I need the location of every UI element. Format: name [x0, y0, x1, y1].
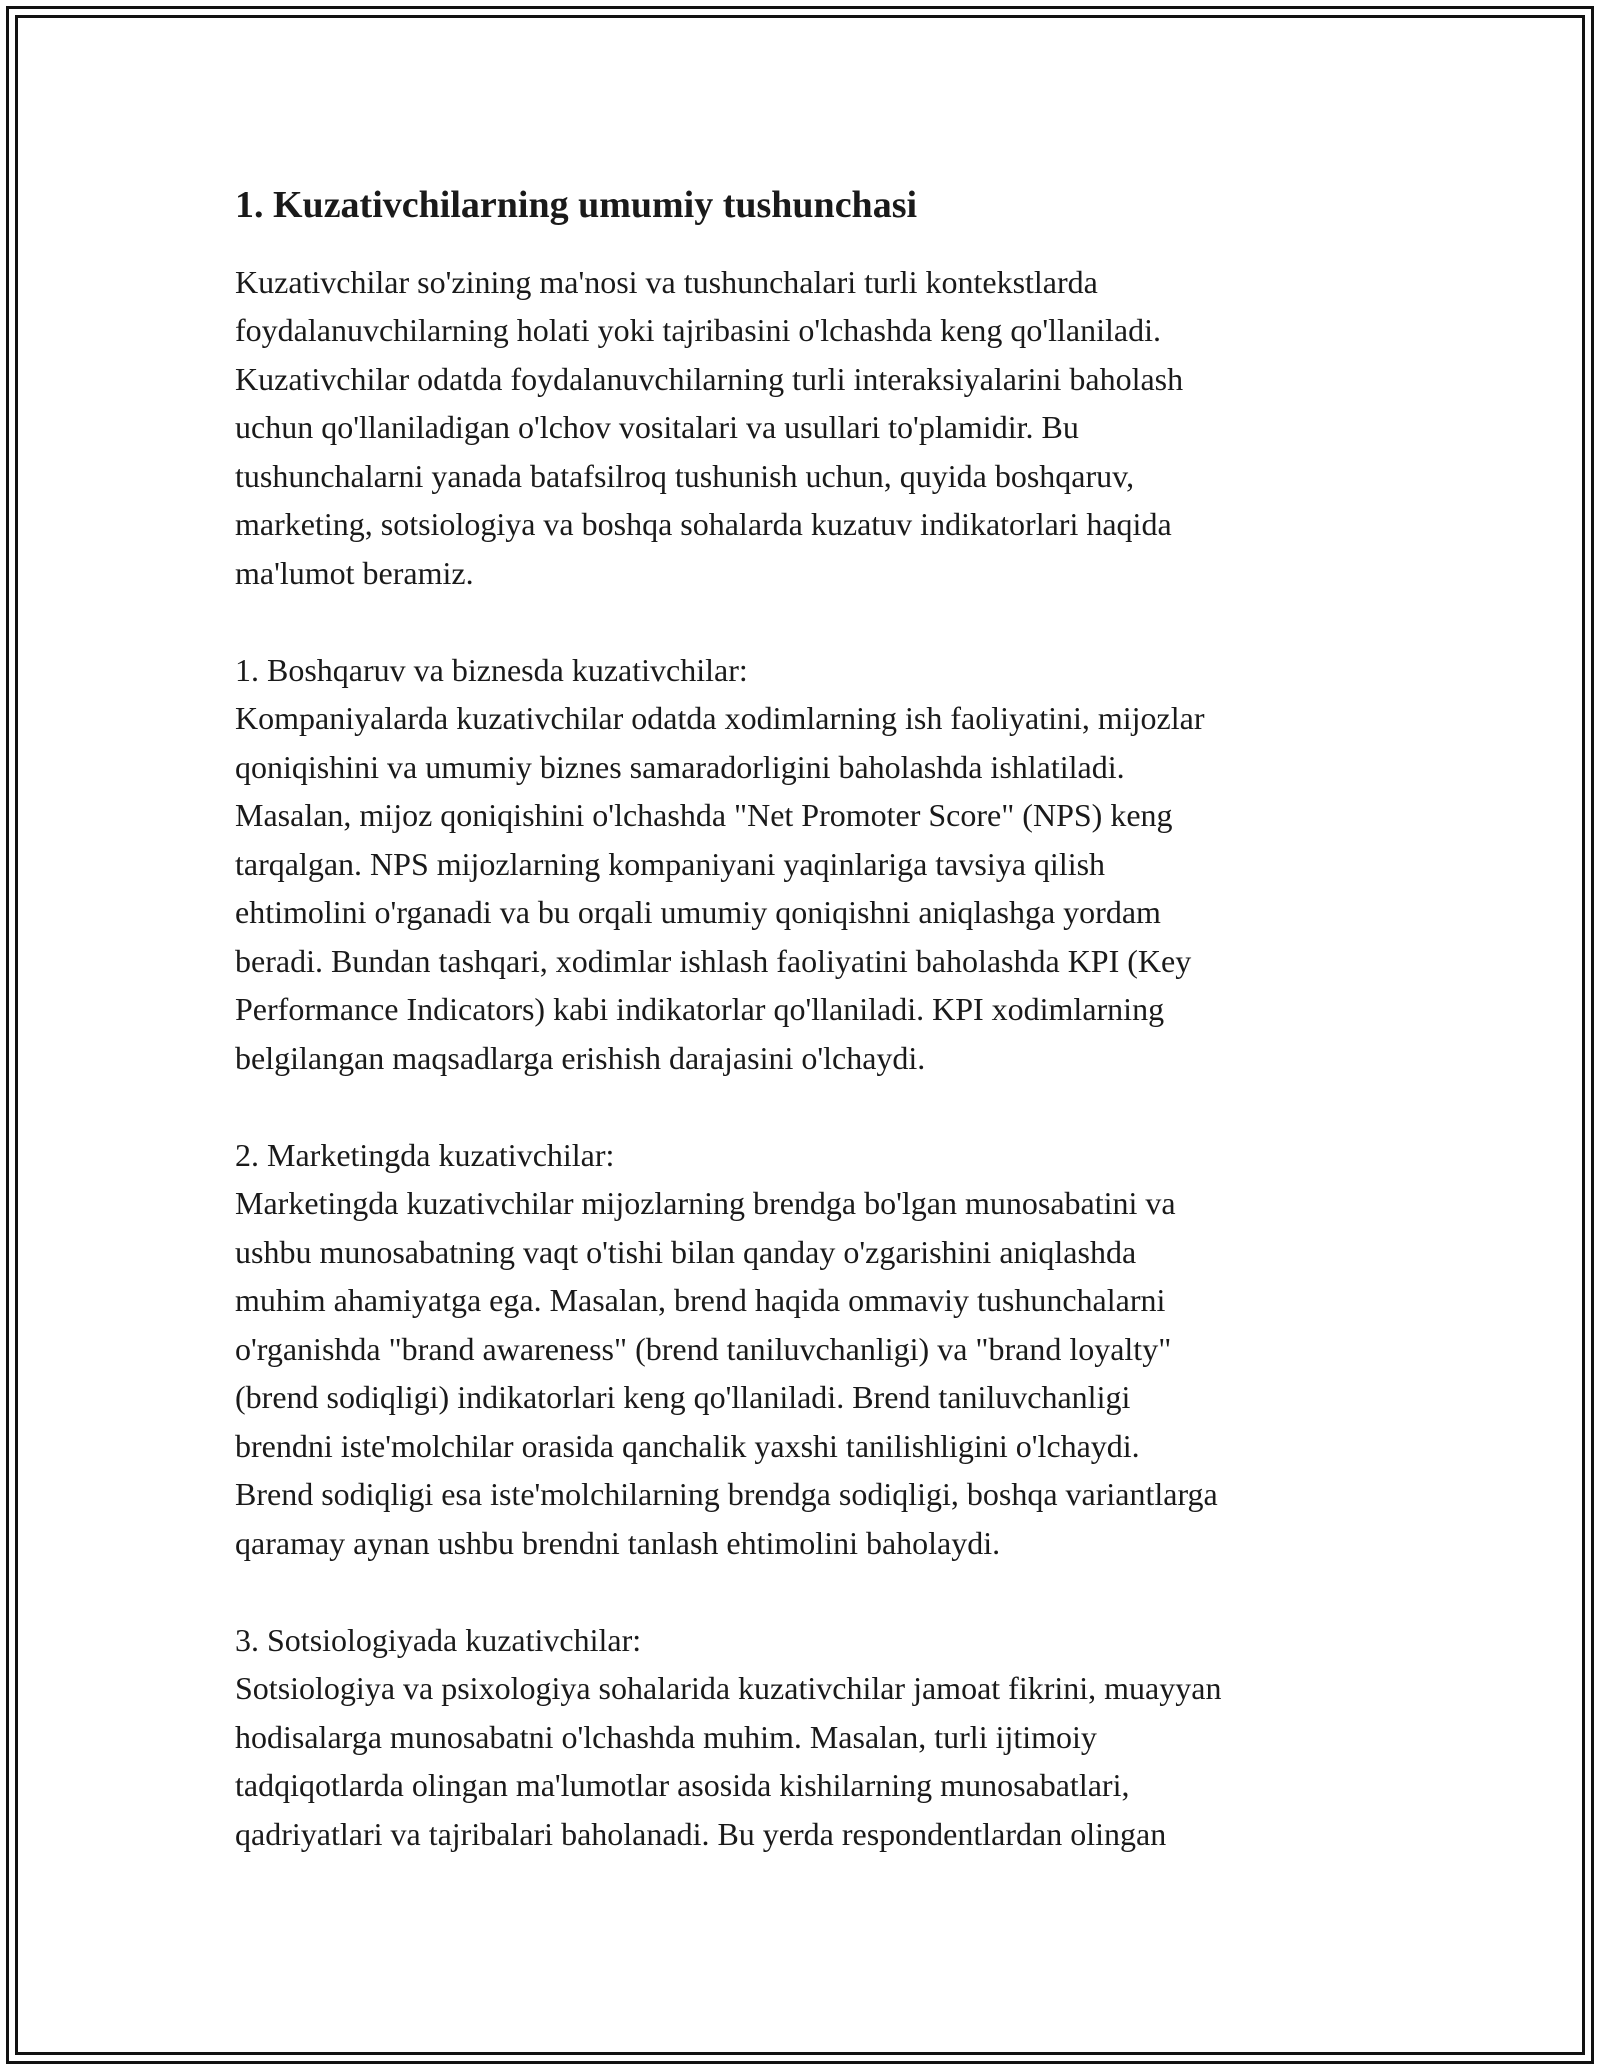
intro-line: ma'lumot beramiz.	[235, 554, 474, 591]
document-body	[235, 182, 1400, 1858]
section-line: ushbu munosabatning vaqt o'tishi bilan qanday o'zgarishini aniqlashda	[235, 1233, 1137, 1270]
section-line: tarqalgan. NPS mijozlarning kompaniyani yaqinlariga tavsiya qilish	[235, 845, 1106, 882]
section-line: o'rganishda "brand awareness" (brend taniluvchanligi) va "brand loyalty"	[235, 1330, 1172, 1367]
intro-line: Kuzativchilar odatda foydalanuvchilarning turli interaksiyalarini baholash	[235, 360, 1184, 397]
paragraph-gap	[235, 1567, 1400, 1616]
paragraph-gap	[235, 1082, 1400, 1131]
paragraph-gap	[235, 597, 1400, 646]
section-line: Kompaniyalarda kuzativchilar odatda xodimlarning ish faoliyatini, mijozlar	[235, 700, 1205, 736]
section-line: muhim ahamiyatga ega. Masalan, brend haqida ommaviy tushunchalarni	[235, 1282, 1166, 1318]
intro-line: tushunchalarni yanada batafsilroq tushunish uchun, quyida boshqaruv,	[235, 457, 1135, 494]
section-line: Brend sodiqligi esa iste'molchilarning brendga sodiqligi, boshqa variantlarga	[235, 1476, 1218, 1512]
section-line: tadqiqotlarda olingan ma'lumotlar asosida kishilarning munosabatlari,	[235, 1767, 1130, 1803]
intro-line: Kuzativchilar so'zining ma'nosi va tushunchalari turli kontekstlarda	[235, 263, 1098, 300]
section-line: belgilangan maqsadlarga erishish darajasini o'lchaydi.	[235, 1039, 926, 1076]
page-title: 1. Kuzativchilarning umumiy tushunchasi	[235, 184, 918, 226]
intro-line: marketing, sotsiologiya va boshqa sohalarda kuzatuv indikatorlari haqida	[235, 506, 1172, 542]
section-line: qadriyatlari va tajribalari baholanadi. Bu yerda respondentlardan olingan	[235, 1815, 1167, 1852]
section-line: Marketingda kuzativchilar mijozlarning brendga bo'lgan munosabatini va	[235, 1185, 1176, 1221]
section-heading-business: 1. Boshqaruv va biznesda kuzativchilar:	[235, 651, 748, 688]
section-line: hodisalarga munosabatni o'lchashda muhim. Masalan, turli ijtimoiy	[235, 1718, 1097, 1755]
intro-paragraph	[235, 258, 1400, 1859]
section-line: Performance Indicators) kabi indikatorlar qo'llaniladi. KPI xodimlarning	[235, 991, 1165, 1027]
section-line: brendni iste'molchilar orasida qanchalik yaxshi tanilishligini o'lchaydi.	[235, 1427, 1140, 1464]
section-line: beradi. Bundan tashqari, xodimlar ishlash faoliyatini baholashda KPI (Key	[235, 942, 1192, 979]
section-heading-marketing: 2. Marketingda kuzativchilar:	[235, 1136, 615, 1173]
intro-line: uchun qo'llaniladigan o'lchov vositalari va usullari to'plamidir. Bu	[235, 409, 1079, 445]
section-line: Sotsiologiya va psixologiya sohalarida kuzativchilar jamoat fikrini, muayyan	[235, 1670, 1222, 1706]
section-line: qaramay aynan ushbu brendni tanlash ehtimolini baholaydi.	[235, 1524, 1001, 1561]
section-line: Masalan, mijoz qoniqishini o'lchashda "Net Promoter Score" (NPS) keng	[235, 797, 1173, 833]
section-line: ehtimolini o'rganadi va bu orqali umumiy qoniqishni aniqlashga yordam	[235, 894, 1161, 930]
intro-line: foydalanuvchilarning holati yoki tajribasini o'lchashda keng qo'llaniladi.	[235, 312, 1161, 348]
section-line: (brend sodiqligi) indikatorlari keng qo'llaniladi. Brend taniluvchanligi	[235, 1379, 1131, 1415]
section-heading-sociology: 3. Sotsiologiyada kuzativchilar:	[235, 1621, 642, 1658]
section-line: qoniqishini va umumiy biznes samaradorligini baholashda ishlatiladi.	[235, 748, 1125, 785]
